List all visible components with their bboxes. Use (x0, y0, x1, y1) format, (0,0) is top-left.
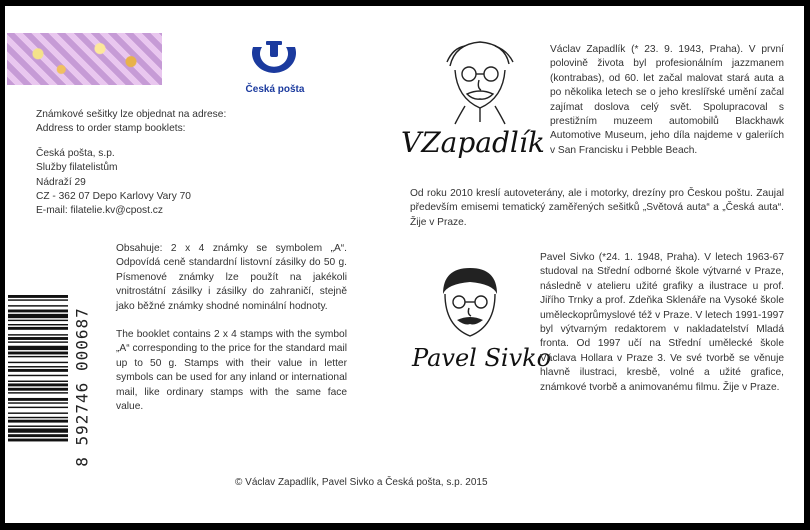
sivko-signature: Pavel Sivko (412, 344, 552, 372)
hologram-strip (7, 33, 162, 85)
order-heading-cs: Známkové sešitky lze objednat na adrese: (36, 109, 227, 120)
zapadlik-bio-cont: Od roku 2010 kreslí autoveterány, ale i motorky, drezíny pro Českou poštu. Zaujal především emisemi tematický zaměřených sešitků „Světová auta“ a „Česká auta“. Žije v Praze. (410, 188, 784, 228)
address-line: Česká pošta, s.p. (36, 147, 115, 159)
sivko-portrait (435, 264, 505, 346)
contents-en: The booklet contains 2 x 4 stamps with the symbol „A“ corresponding to the price for the standard mail up to 50 g. Stamps with their value in letter symbols can be used for any inland or international mail, like ordinary stamps with the same face value. (116, 329, 347, 413)
posthorn-logo-icon (237, 39, 309, 89)
address-line: Služby filatelistům (36, 162, 118, 174)
address-line: Nádraží 29 (36, 176, 86, 188)
address-line: CZ - 362 07 Depo Karlovy Vary 70 (36, 191, 191, 203)
brand-name: Česká pošta (245, 84, 305, 95)
zapadlik-portrait (435, 36, 525, 126)
zapadlik-signature: VZapadlík (401, 126, 545, 159)
contents-cs: Obsahuje: 2 x 4 známky se symbolem „A“. Odpovídá ceně standardní listovní zásilky do 50 g. Písmenové známky lze použít na jakékoli vnitrostátní zásilky i zásilky do zahraničí, stejně jako běžné známky shodné nominální hodnoty. (116, 243, 347, 312)
zapadlik-bio: Václav Zapadlík (* 23. 9. 1943, Praha). V první polovině života byl profesionálním jazzmanem (kontrabas), od 60. let začal malovat stará auta a po několika letech se o jeho kreslířské umění začal zajímat doslova celý svět. Spolupracoval s prestižním muzeem automobilů Blackhawk Automotive Museum, jeho díla najdeme v galeriích v San Francisku i Pebble Beach. (550, 44, 784, 156)
stamp-booklet-back (5, 6, 804, 523)
sivko-bio: Pavel Sivko (*24. 1. 1948, Praha). V letech 1963-67 studoval na Střední odborné škole výtvarné v Praze, následně v atelieru užité grafiky a ilustrace u prof. Jiřího Trnky a prof. Zdeňka Sklenáře na Vysoké škole uměleckoprůmyslové též v Praze. V letech 1991-1997 byl výtvarným redaktorem v nakladatelství Mladá fronta. Od 1997 učí na Střední umělecké škole Václava Hollara v Praze 3. Ve své tvorbě se věnuje hlavně ilustraci, kresbě, volné a užité grafice, známkové tvorbě a animovanému filmu. Žije v Praze. (540, 252, 784, 393)
barcode-number: 8 592746 000687 (72, 307, 92, 467)
address-email: E-mail: filatelie.kv@cpost.cz (36, 205, 163, 217)
copyright: © Václav Zapadlík, Pavel Sivko a Česká pošta, s.p. 2015 (235, 477, 488, 488)
order-info (36, 108, 316, 219)
order-heading-en: Address to order stamp booklets: (36, 123, 186, 135)
